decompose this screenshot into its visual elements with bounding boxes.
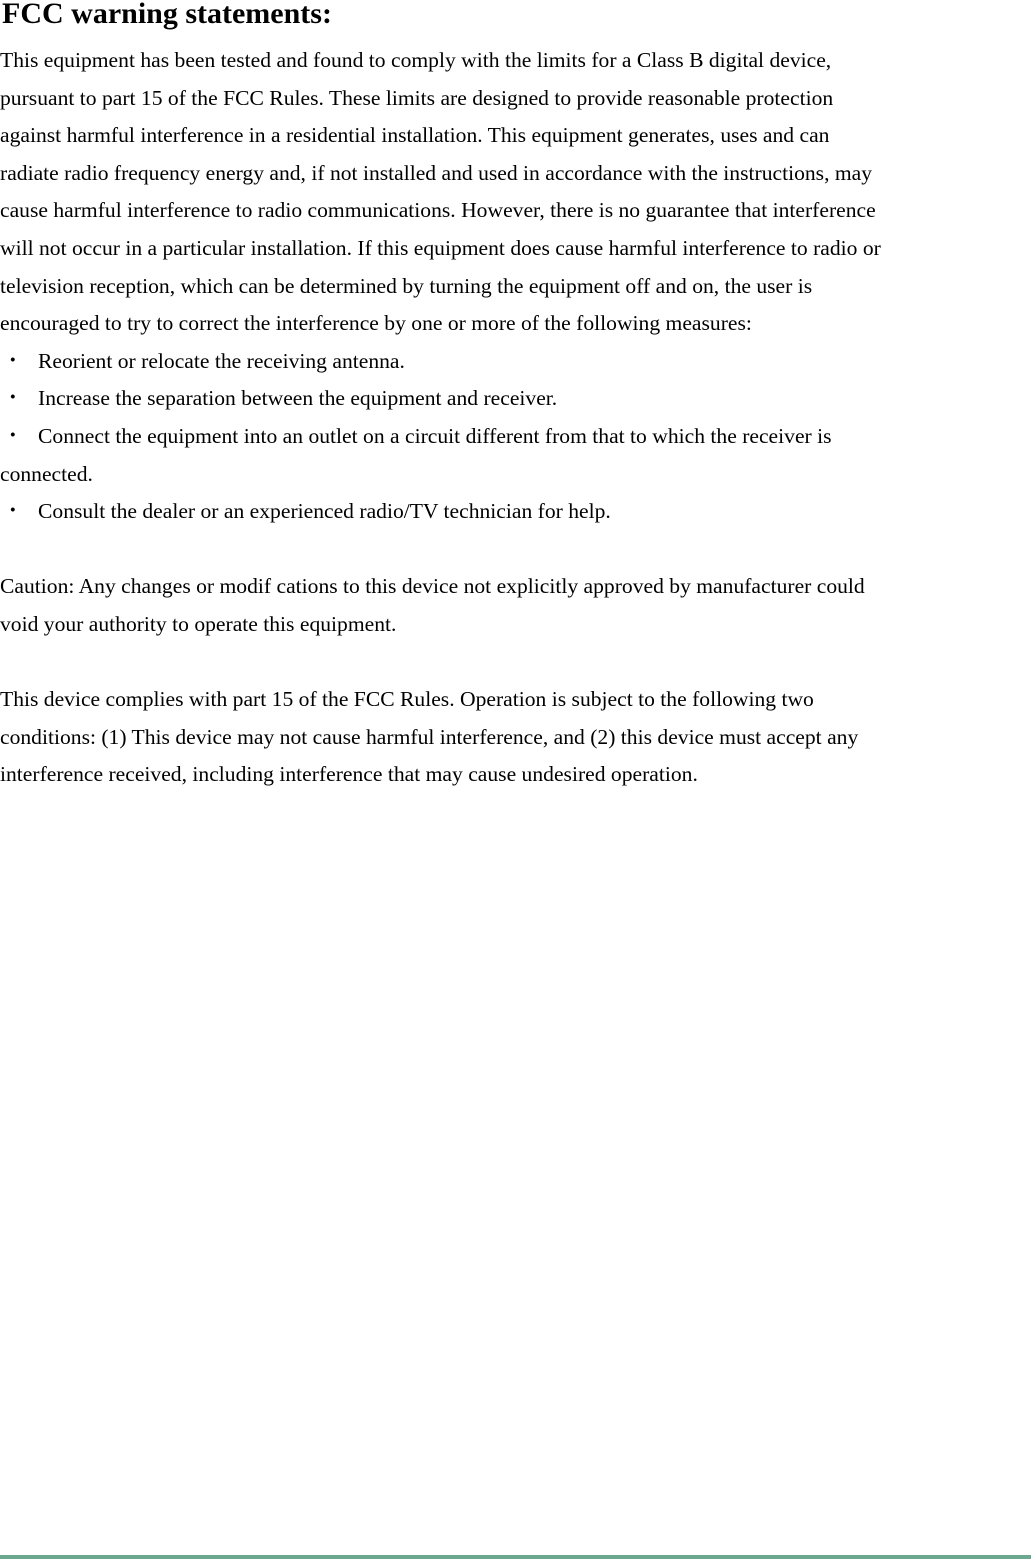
- measure-item: [0, 343, 1031, 381]
- intro-line: cause harmful interference to radio communications. However, there is no guarantee that interference: [0, 198, 876, 223]
- caution-line: void your authority to operate this equipment.: [0, 611, 397, 636]
- measure-item: [0, 380, 1031, 418]
- intro-line: television reception, which can be determined by turning the equipment off and on, the user is: [0, 273, 813, 298]
- page-title: FCC warning statements:: [2, 0, 332, 30]
- paragraph-spacer: [0, 531, 1031, 569]
- intro-line: pursuant to part 15 of the FCC Rules. These limits are designed to provide reasonable protection: [0, 85, 834, 110]
- compliance-line: interference received, including interference that may cause undesired operation.: [0, 762, 698, 787]
- bullet-dot-icon: ・: [2, 386, 24, 411]
- bullet-dot-icon: ・: [2, 423, 24, 448]
- intro-line: against harmful interference in a residential installation. This equipment generates, uses and can: [0, 123, 830, 148]
- measure-continuation: connected.: [0, 461, 93, 486]
- measure-text: Increase the separation between the equipment and receiver.: [38, 386, 558, 411]
- footer-divider: [0, 1555, 1031, 1559]
- compliance-line: conditions: (1) This device may not cause harmful interference, and (2) this device must accept any: [0, 724, 859, 749]
- bullet-dot-icon: ・: [2, 348, 24, 373]
- measure-text: Consult the dealer or an experienced radio/TV technician for help.: [38, 499, 611, 524]
- measure-item: [0, 418, 1031, 456]
- compliance-line: This device complies with part 15 of the FCC Rules. Operation is subject to the following two: [0, 687, 814, 712]
- measure-item: [0, 493, 1031, 531]
- measure-text: Reorient or relocate the receiving antenna.: [38, 348, 405, 373]
- caution-line: Caution: Any changes or modif cations to this device not explicitly approved by manufacturer could: [0, 574, 865, 599]
- intro-line: radiate radio frequency energy and, if not installed and used in accordance with the instructions, may: [0, 160, 873, 185]
- intro-line: encouraged to try to correct the interference by one or more of the following measures:: [0, 311, 752, 336]
- paragraph-spacer: [0, 644, 1031, 682]
- intro-line: This equipment has been tested and found to comply with the limits for a Class B digital device,: [0, 48, 832, 72]
- bullet-dot-icon: ・: [2, 499, 24, 524]
- measure-text: Connect the equipment into an outlet on a circuit different from that to which the receiver is: [38, 423, 832, 448]
- document-body: [0, 42, 1031, 794]
- intro-line: will not occur in a particular installation. If this equipment does cause harmful interference to radio or: [0, 235, 881, 260]
